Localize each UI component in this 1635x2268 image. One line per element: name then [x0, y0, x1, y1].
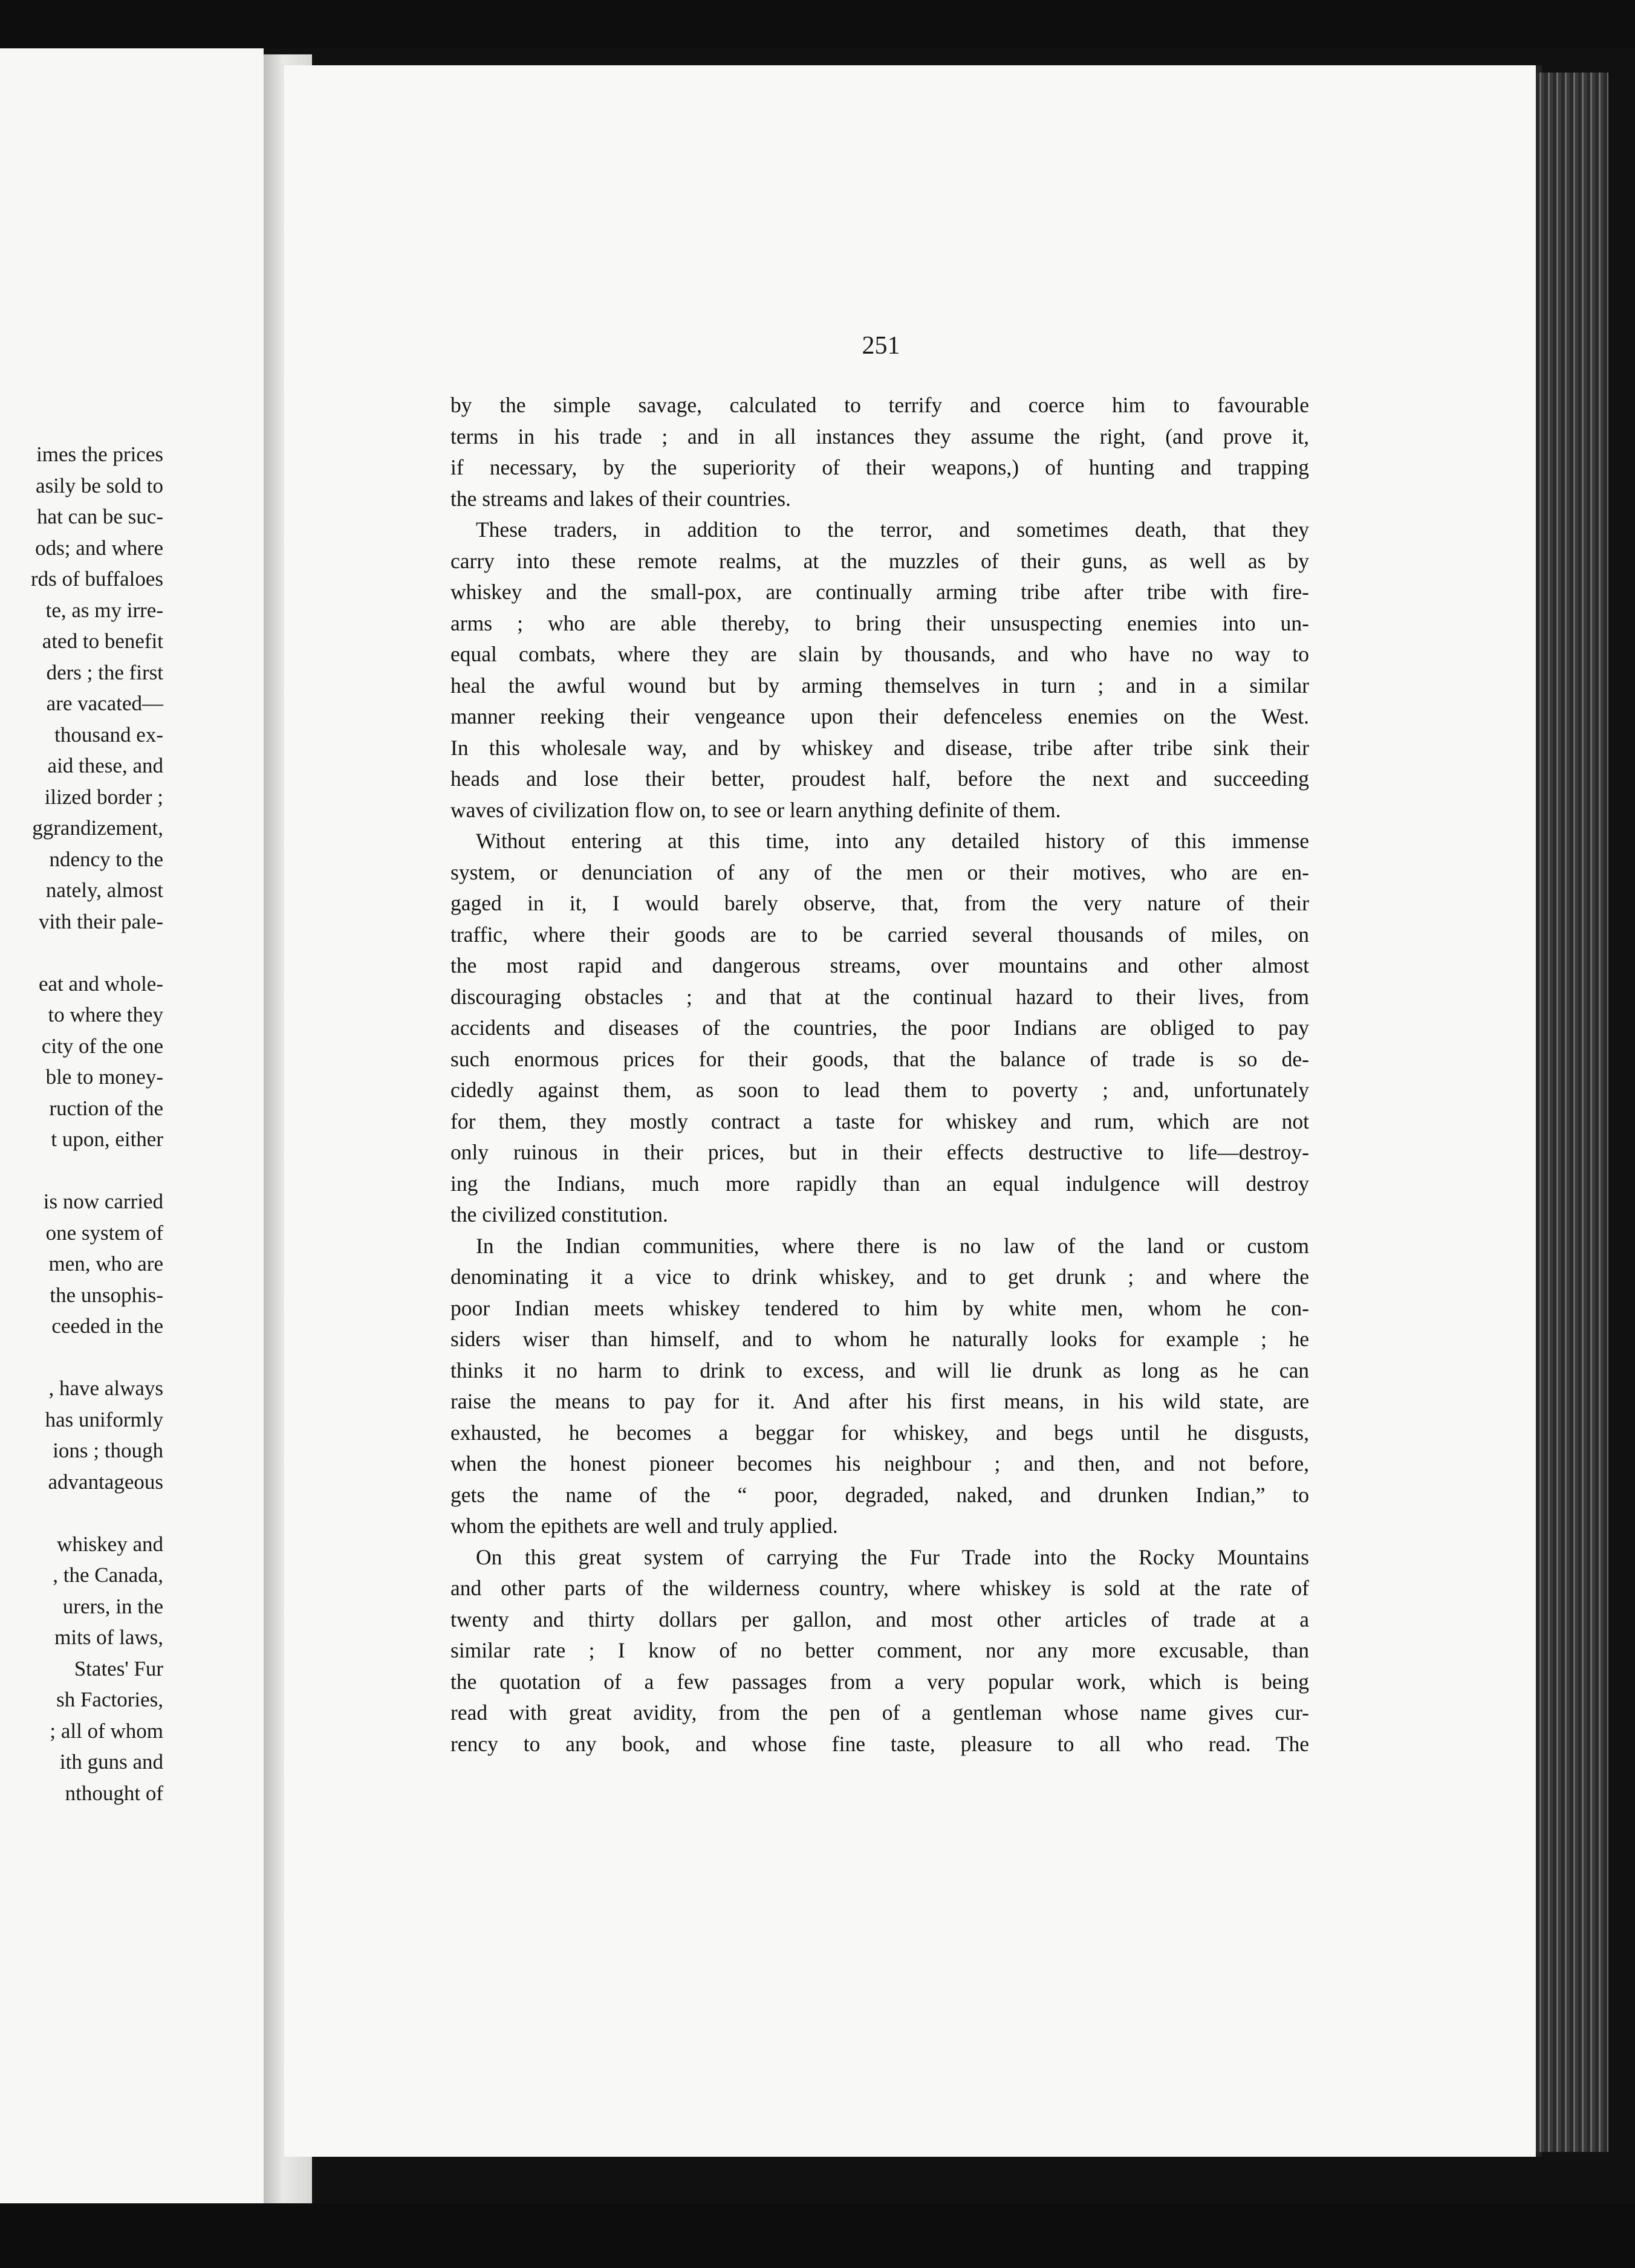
text-line: waves of civilization flow on, to see or learn anything definite of them.	[450, 797, 1061, 822]
text-line: traffic, where their goods are to be carried several thousands of miles, on	[450, 922, 1309, 947]
left-page-line: ruction of the	[49, 1096, 163, 1120]
scan-bottom-border	[0, 2203, 1635, 2268]
text-line: These traders, in addition to the terror, and sometimes death, that they	[476, 517, 1309, 542]
left-page-line: aid these, and	[47, 754, 163, 777]
left-page-line: one system of	[45, 1220, 163, 1245]
left-page-line: urers, in the	[62, 1594, 163, 1618]
left-page-line: ggrandizement,	[32, 816, 163, 840]
left-page-line: ; all of whom	[50, 1719, 163, 1743]
text-line: read with great avidity, from the pen of a gentleman whose name gives cur-	[450, 1700, 1309, 1725]
left-page-line: imes the prices	[36, 442, 163, 466]
text-line: when the honest pioneer becomes his neighbour ; and then, and not before,	[450, 1451, 1309, 1476]
left-page-line: te, as my irre-	[45, 598, 163, 622]
left-page-line	[0, 1155, 163, 1187]
text-line: gets the name of the “ poor, degraded, naked, and drunken Indian,” to	[450, 1482, 1309, 1507]
left-page-text	[0, 439, 163, 1809]
left-page-line: has uniformly	[45, 1407, 163, 1431]
text-line: manner reeking their vengeance upon their defenceless enemies on the West.	[450, 704, 1309, 728]
left-page-line: rds of buffaloes	[30, 567, 163, 591]
text-line: heal the awful wound but by arming themselves in turn ; and in a similar	[450, 673, 1309, 698]
text-line: heads and lose their better, proudest half, before the next and succeeding	[450, 766, 1309, 791]
text-line: equal combats, where they are slain by thousands, and who have no way to	[450, 642, 1309, 666]
body-text	[450, 390, 1309, 1760]
left-page-line: nately, almost	[45, 878, 163, 902]
text-line: the most rapid and dangerous streams, over mountains and other almost	[450, 953, 1309, 977]
left-page-line: mits of laws,	[54, 1625, 163, 1649]
text-line: accidents and diseases of the countries, the poor Indians are obliged to pay	[450, 1016, 1309, 1040]
left-page-line: ated to benefit	[42, 629, 163, 653]
text-line: whiskey and the small-pox, are continually arming tribe after tribe with fire-	[450, 580, 1309, 604]
text-line: for them, they mostly contract a taste for whiskey and rum, which are not	[450, 1109, 1309, 1133]
text-line: gaged in it, I would barely observe, that, from the very nature of their	[450, 891, 1309, 915]
left-page-line: ders ; the first	[46, 660, 163, 684]
left-page-line: , the Canada,	[53, 1563, 163, 1587]
text-line: In the Indian communities, where there is no law of the land or custom	[476, 1233, 1309, 1258]
left-page-line: t upon, either	[51, 1127, 163, 1151]
left-page-line: are vacated—	[46, 692, 163, 715]
left-page-line: asily be sold to	[36, 473, 163, 497]
text-line: exhausted, he becomes a beggar for whiskey, and begs until he disgusts,	[450, 1420, 1309, 1445]
text-line: similar rate ; I know of no better comment, nor any more excusable, than	[450, 1638, 1309, 1662]
left-page-line	[0, 1497, 163, 1529]
left-page	[0, 48, 264, 2203]
text-line: On this great system of carrying the Fur Trade into the Rocky Mountains	[476, 1544, 1309, 1569]
left-page-line: sh Factories,	[56, 1688, 163, 1711]
left-page-line	[0, 937, 163, 968]
text-line: carry into these remote realms, at the muzzles of their guns, as well as by	[450, 548, 1309, 573]
left-page-line: whiskey and	[57, 1532, 163, 1556]
text-line: by the simple savage, calculated to terrify and coerce him to favourable	[450, 393, 1309, 417]
text-line: thinks it no harm to drink to excess, and will lie drunk as long as he can	[450, 1358, 1309, 1382]
left-page-line: the unsophis-	[50, 1283, 163, 1307]
text-line: system, or denunciation of any of the men or their motives, who are en-	[450, 860, 1309, 884]
left-page-line: eat and whole-	[38, 971, 163, 996]
left-page-line: to where they	[48, 1003, 163, 1026]
text-line: rency to any book, and whose fine taste, pleasure to all who read. The	[450, 1731, 1309, 1756]
left-page-line: hat can be suc-	[37, 505, 163, 528]
left-page-line	[0, 1342, 163, 1373]
page-edges	[1536, 73, 1608, 2152]
text-line: whom the epithets are well and truly applied.	[450, 1514, 838, 1538]
left-page-line: vith their pale-	[38, 909, 163, 933]
left-page-line: is now carried	[43, 1190, 163, 1213]
left-page-line: men, who are	[48, 1252, 163, 1275]
text-line: siders wiser than himself, and to whom he naturally looks for example ; he	[450, 1327, 1309, 1351]
text-line: if necessary, by the superiority of their weapons,) of hunting and trapping	[450, 455, 1309, 479]
left-page-line: advantageous	[48, 1469, 163, 1494]
left-page-line: , have always	[48, 1376, 163, 1400]
left-page-line: ions ; though	[53, 1439, 163, 1462]
left-page-line: ith guns and	[59, 1750, 163, 1774]
left-page-line: thousand ex-	[54, 722, 163, 747]
left-page-line: States' Fur	[74, 1656, 163, 1680]
text-line: and other parts of the wilderness country, where whiskey is sold at the rate of	[450, 1576, 1309, 1600]
text-line: arms ; who are able thereby, to bring their unsuspecting enemies into un-	[450, 611, 1309, 635]
scan-top-border	[0, 0, 1635, 48]
text-line: Without entering at this time, into any detailed history of this immense	[476, 829, 1309, 853]
text-line: such enormous prices for their goods, that the balance of trade is so de-	[450, 1046, 1309, 1071]
left-page-line: ods; and where	[35, 536, 163, 560]
text-line: twenty and thirty dollars per gallon, and most other articles of trade at a	[450, 1607, 1309, 1631]
text-line: poor Indian meets whiskey tendered to him by white men, whom he con-	[450, 1295, 1309, 1320]
text-line: the quotation of a few passages from a very popular work, which is being	[450, 1669, 1309, 1694]
text-line: denominating it a vice to drink whiskey, and to get drunk ; and where the	[450, 1265, 1309, 1289]
text-line: ing the Indians, much more rapidly than an equal indulgence will destroy	[450, 1171, 1309, 1196]
left-page-line: nthought of	[65, 1781, 163, 1805]
text-line: only ruinous in their prices, but in their effects destructive to life—destroy-	[450, 1140, 1309, 1164]
text-line: the civilized constitution.	[450, 1202, 668, 1226]
left-page-line: ndency to the	[49, 847, 163, 871]
left-page-line: ble to money-	[45, 1065, 163, 1089]
text-line: the streams and lakes of their countries.	[450, 486, 791, 511]
text-line: cidedly against them, as soon to lead them to poverty ; and, unfortunately	[450, 1078, 1309, 1102]
text-line: discouraging obstacles ; and that at the continual hazard to their lives, from	[450, 984, 1309, 1009]
page-number: 251	[862, 332, 900, 360]
text-line: In this wholesale way, and by whiskey and disease, tribe after tribe sink their	[450, 735, 1309, 760]
text-line: terms in his trade ; and in all instances they assume the right, (and prove it,	[450, 424, 1309, 449]
left-page-line: ceeded in the	[51, 1314, 163, 1338]
left-page-line: city of the one	[41, 1034, 163, 1058]
left-page-line: ilized border ;	[44, 785, 163, 809]
text-line: raise the means to pay for it. And after his first means, in his wild state, are	[450, 1389, 1309, 1413]
